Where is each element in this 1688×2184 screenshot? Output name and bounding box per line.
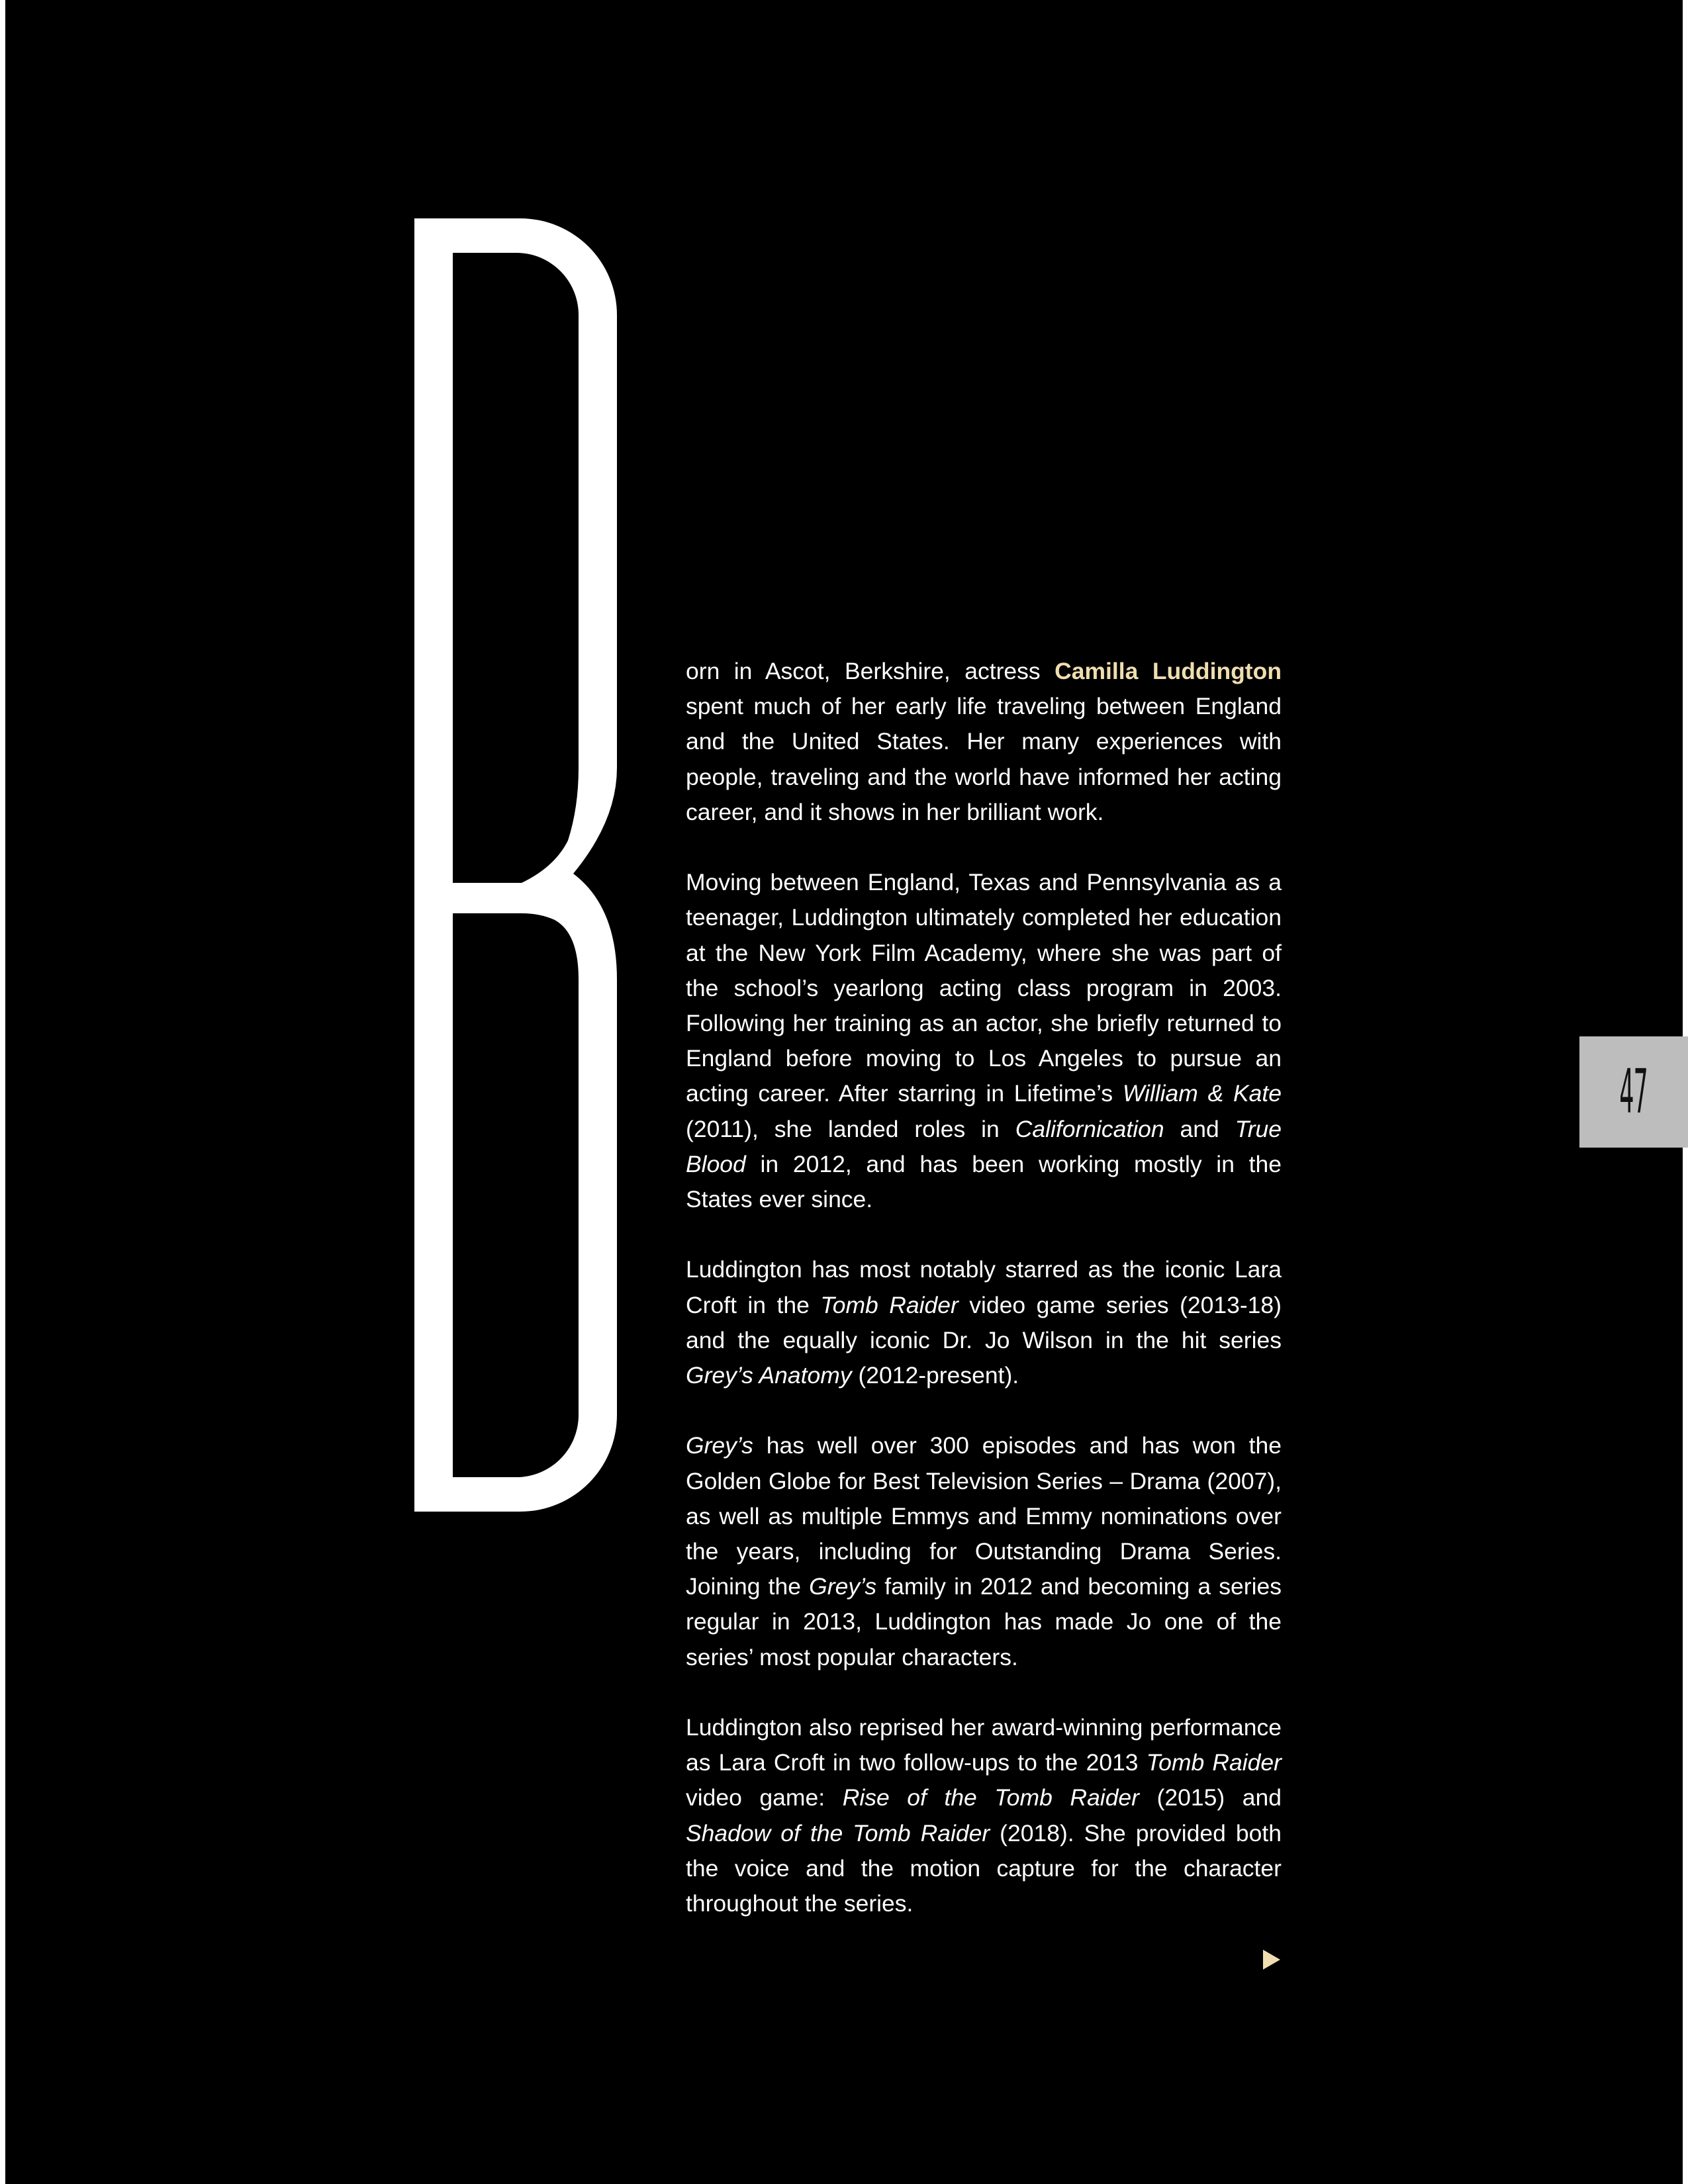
drop-cap-letter-b [414,218,617,1512]
paragraph-text: orn in Ascot, Berkshire, actress [686,658,1055,684]
page-number: 47 [1619,1056,1648,1127]
article-paragraph [686,654,1282,830]
italic-title: True Blood [686,1115,1282,1177]
italic-title: Grey’s [809,1573,877,1600]
italic-title: Tomb Raider [1146,1749,1282,1776]
italic-title: Shadow of the Tomb Raider [686,1819,990,1846]
article-paragraph [686,1428,1282,1674]
paragraph-text: (2015) and [1139,1784,1282,1811]
paragraph-text: (2012-present). [851,1362,1019,1389]
continue-arrow[interactable] [1263,1950,1280,1970]
paragraph-text: and [1164,1115,1235,1142]
paragraph-text: in 2012, and has been working mostly in the States ever since. [686,1150,1282,1213]
italic-title: William & Kate [1122,1080,1282,1107]
drop-cap-glyph [414,218,617,1512]
italic-title: Californication [1015,1115,1164,1142]
play-triangle-icon [1263,1950,1280,1970]
magazine-page [5,0,1683,2184]
paragraph-text: (2011), she landed roles in [686,1115,1015,1142]
paragraph-text: (2018). She provided both the voice and the motion capture for the character throughout the series. [686,1819,1282,1917]
page-number-tab [1579,1036,1688,1148]
article-paragraph [686,1710,1282,1921]
article-paragraph [686,1252,1282,1393]
paragraph-text: family in 2012 and becoming a series regular in 2013, Luddington has made Jo one of the series’ most popular characters. [686,1573,1282,1670]
article-paragraph [686,865,1282,1217]
italic-title: Grey’s [686,1432,753,1459]
article-body [686,654,1282,1921]
italic-title: Rise of the Tomb Raider [842,1784,1140,1811]
paragraph-text: Moving between England, Texas and Pennsylvania as a teenager, Luddington ultimately completed her education at the New York Film Academy, where she was part of the school’s yearlong acting class program in 2003. Following her training as an actor, she briefly returned to England before moving to Los Angeles to pursue an acting career. After starring in Lifetime’s [686,869,1282,1107]
paragraph-text: video game series (2013-18) and the equally iconic Dr. Jo Wilson in the hit series [686,1291,1282,1353]
paragraph-text: video game: [686,1784,843,1811]
highlighted-name: Camilla Luddington [1055,658,1282,684]
paragraph-text: Luddington has most notably starred as the iconic Lara Croft in the [686,1256,1282,1318]
paragraph-text: has well over 300 episodes and has won the Golden Globe for Best Television Series – Drama (2007), as well as multiple Emmys and Emmy nominations over the years, including for Outstanding Drama Series. Joining the [686,1432,1282,1600]
italic-title: Tomb Raider [820,1291,959,1318]
italic-title: Grey’s Anatomy [686,1362,852,1389]
paragraph-text: spent much of her early life traveling between England and the United States. Her many experiences with people, traveling and the world have informed her acting career, and it shows in her brilliant work. [686,693,1282,825]
paragraph-text: Luddington also reprised her award-winning performance as Lara Croft in two follow-ups to the 2013 [686,1714,1282,1776]
